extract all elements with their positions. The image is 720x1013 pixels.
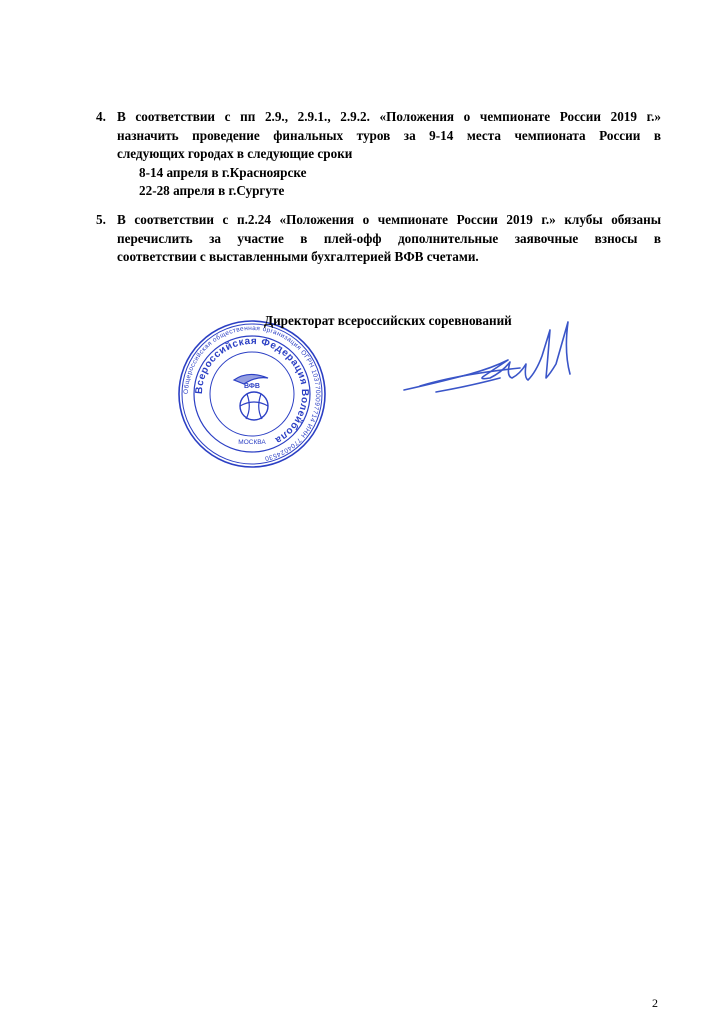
list-item-4 (96, 108, 661, 201)
stamp-abbr: ВФВ (244, 383, 260, 390)
item-line: перечислить за участие в плей-офф дополнительные заявочные взносы в (117, 230, 661, 246)
organization-stamp (176, 318, 328, 470)
item-line: следующих городах в следующие сроки (117, 146, 353, 162)
stamp-city: МОСКВА (238, 439, 266, 446)
date-line-krasnoyarsk: 8-14 апреля в г.Красноярске (139, 164, 307, 180)
item-line: назначить проведение финальных туров за 9-14 места чемпионата России в (117, 127, 661, 143)
item-number: 5. (96, 212, 106, 227)
item-body (117, 108, 661, 201)
item-number: 4. (96, 109, 106, 124)
page-number: 2 (652, 996, 658, 1010)
stamp-outer-text: Общероссийская общественная организация ОГРН 1037700097714 ИНН 7704024530 (182, 324, 322, 462)
stamp-inner-text: Всероссийская Федерация Волейбола (193, 335, 311, 446)
item-line: В соответствии с пп 2.9., 2.9.1., 2.9.2. «Положения о чемпионате России 2019 г.» (117, 109, 661, 124)
item-line: В соответствии с п.2.24 «Положения о чемпионате России 2019 г.» клубы обязаны (117, 212, 661, 227)
item-line: соответствии с выставленными бухгалтерией ВФВ счетами. (117, 249, 479, 265)
signature-title: Директорат всероссийских соревнований (264, 313, 512, 328)
date-line-surgut: 22-28 апреля в г.Сургуте (139, 183, 285, 199)
item-body (117, 211, 661, 267)
list-item-5 (96, 211, 661, 267)
